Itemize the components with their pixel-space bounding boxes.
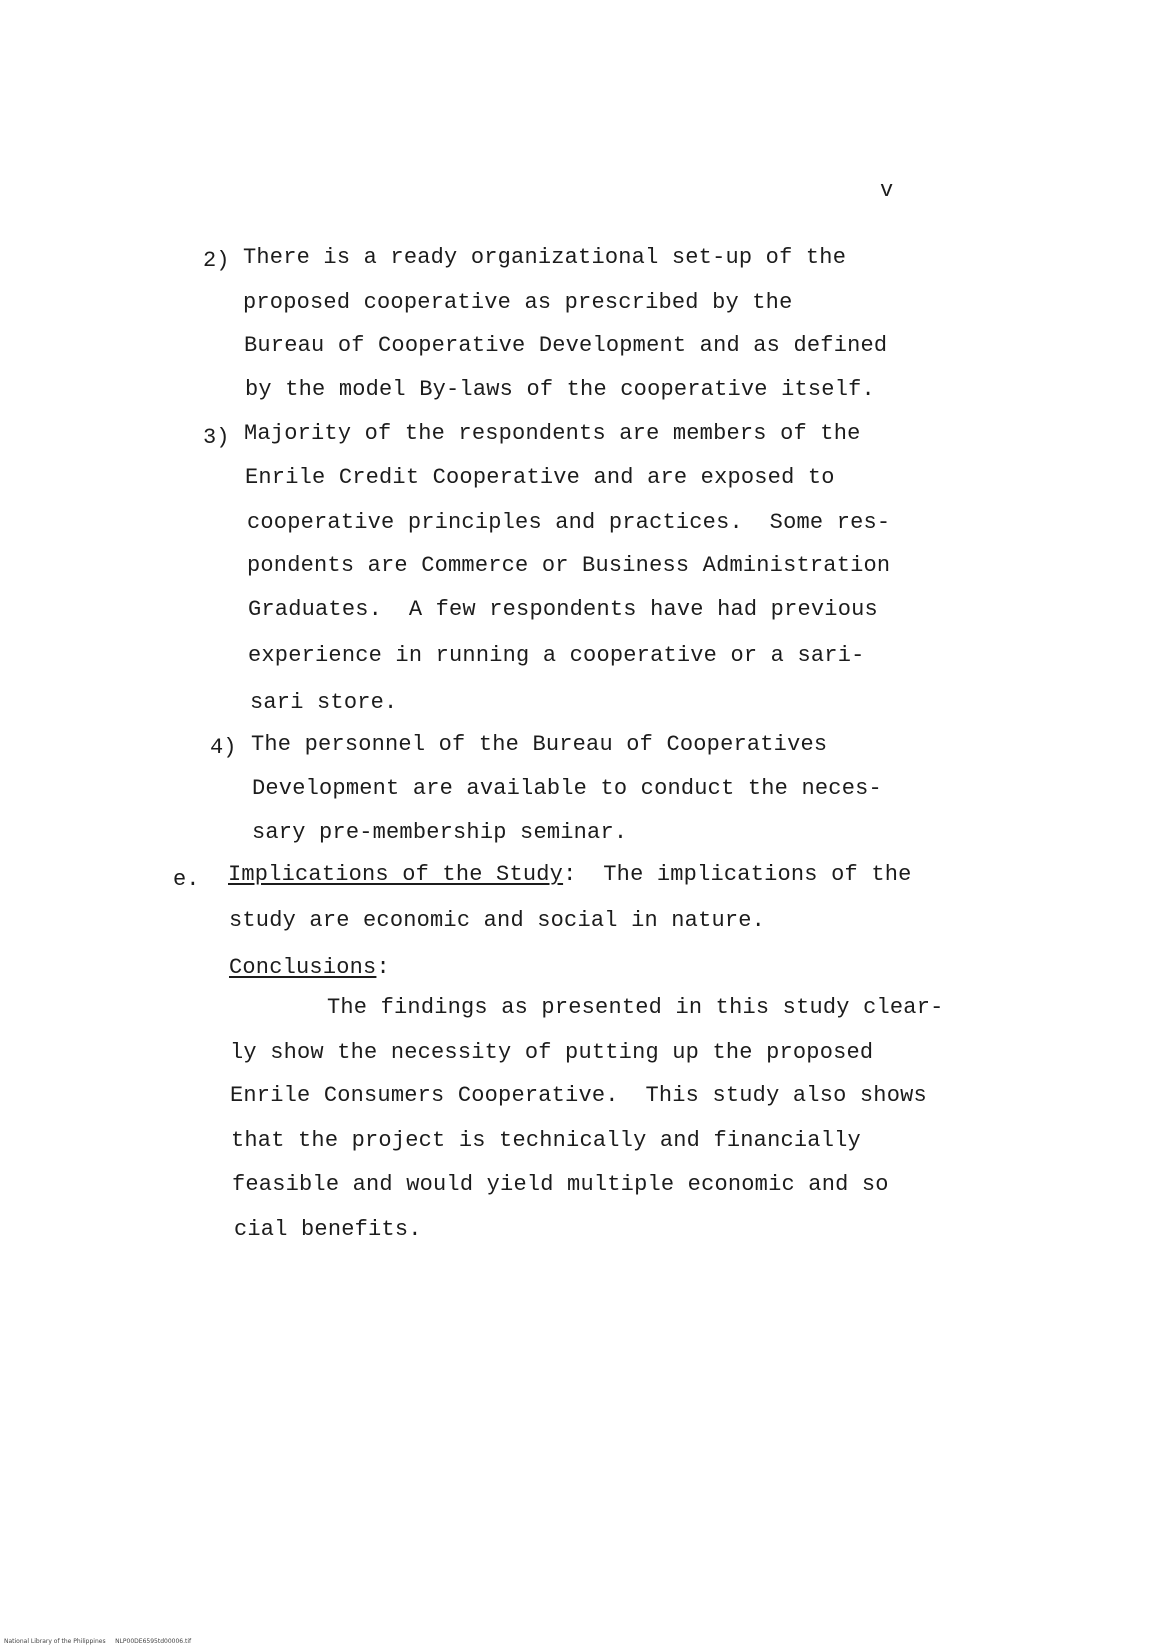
item-4-line-2: Development are available to conduct the neces-	[252, 776, 882, 801]
section-e-line-1	[228, 862, 912, 887]
section-e-line-2: study are economic and social in nature.	[229, 908, 766, 933]
item-2-line-2: proposed cooperative as prescribed by the	[243, 290, 793, 315]
item-3-line-5: Graduates. A few respondents have had previous	[248, 597, 878, 622]
item-3-line-6: experience in running a cooperative or a sari-	[248, 643, 865, 668]
item-3-marker: 3)	[203, 425, 230, 450]
conclusions-line-2: ly show the necessity of putting up the proposed	[230, 1040, 874, 1065]
item-3-line-3: cooperative principles and practices. Some res-	[247, 510, 891, 535]
conclusions-heading-line	[229, 955, 390, 980]
conclusions-heading-colon: :	[376, 955, 390, 980]
item-4-marker: 4)	[210, 735, 237, 760]
conclusions-line-5: feasible and would yield multiple economic and so	[232, 1172, 889, 1197]
section-e-marker: e.	[173, 867, 200, 892]
page-number: v	[880, 178, 894, 203]
conclusions-line-6: cial benefits.	[234, 1217, 422, 1242]
item-2-line-4: by the model By-laws of the cooperative itself.	[245, 377, 875, 402]
section-e-heading: Implications of the Study	[228, 862, 564, 887]
item-3-line-7: sari store.	[250, 690, 398, 715]
item-4-line-3: sary pre-membership seminar.	[252, 820, 628, 845]
section-e-line-1-rest: The implications of the	[576, 862, 912, 887]
conclusions-line-4: that the project is technically and financially	[231, 1128, 861, 1153]
conclusions-heading: Conclusions	[229, 955, 377, 980]
item-4-line-1: The personnel of the Bureau of Cooperatives	[251, 732, 828, 757]
item-2-line-3: Bureau of Cooperative Development and as defined	[244, 333, 888, 358]
section-e-heading-colon: :	[563, 862, 577, 887]
item-3-line-2: Enrile Credit Cooperative and are exposed to	[245, 465, 835, 490]
item-3-line-4: pondents are Commerce or Business Administration	[247, 553, 891, 578]
conclusions-line-3: Enrile Consumers Cooperative. This study also shows	[230, 1083, 927, 1108]
scan-footer: National Library of the Philippines NLP00DE6595td00006.tif	[4, 1638, 192, 1645]
item-2-line-1: There is a ready organizational set-up of the	[243, 245, 847, 270]
item-2-marker: 2)	[203, 248, 230, 273]
conclusions-line-1: The findings as presented in this study clear-	[327, 995, 944, 1020]
item-3-line-1: Majority of the respondents are members of the	[244, 421, 861, 446]
